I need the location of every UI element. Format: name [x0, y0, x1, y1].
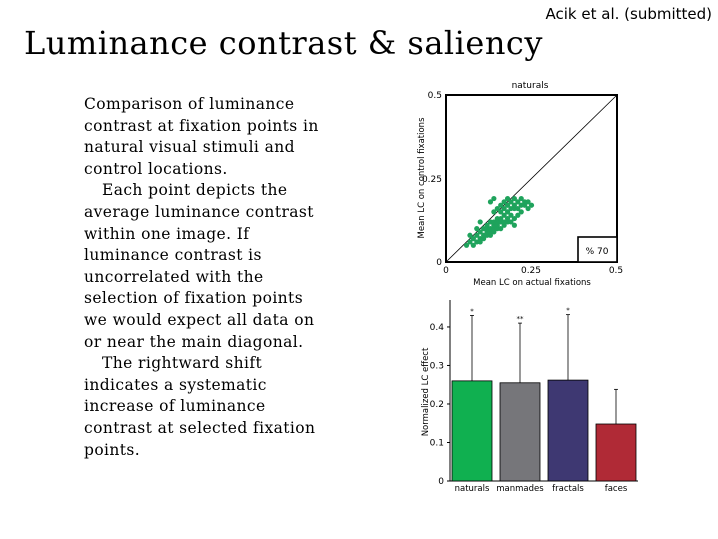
significance-manmades: ** — [516, 315, 524, 324]
bar-y-ticks — [430, 323, 450, 487]
bar-y-tick-label: 0.3 — [429, 361, 444, 372]
y-tick-0.25: 0.25 — [421, 175, 442, 185]
scatter-point — [478, 219, 483, 224]
category-label-faces: faces — [604, 484, 628, 494]
category-label-fractals: fractals — [552, 484, 584, 494]
scatter-point — [512, 196, 517, 201]
bar-naturals — [452, 381, 492, 481]
significance-naturals: * — [470, 307, 474, 316]
x-tick-0.25: 0.25 — [520, 266, 542, 276]
category-label-naturals: naturals — [454, 484, 490, 494]
citation: Acik et al. (submitted) — [545, 5, 712, 23]
scatter-y-label: Mean LC on control fixations — [417, 117, 427, 239]
bar-y-tick-label: 0 — [438, 477, 444, 487]
y-tick-0: 0 — [436, 258, 442, 268]
bar-manmades — [500, 383, 540, 481]
x-tick-0.5: 0.5 — [608, 266, 624, 276]
scatter-point — [519, 209, 524, 214]
significance-fractals: * — [566, 306, 570, 315]
bar-chart — [410, 295, 640, 500]
scatter-x-label: Mean LC on actual fixations — [473, 278, 591, 288]
bar-faces — [596, 424, 636, 481]
scatter-point — [474, 226, 479, 231]
x-tick-0: 0 — [443, 266, 449, 276]
bar-y-tick-label: 0.4 — [429, 322, 444, 333]
bar-y-tick-label: 0.2 — [429, 399, 444, 410]
scatter-point — [512, 223, 517, 228]
scatter-point — [467, 233, 472, 238]
bar-marks — [452, 307, 636, 494]
scatter-plot — [410, 78, 635, 293]
paragraph-2: Each point depicts the average luminance contrast within one image. If luminance contrast is uncorrelated with the selection of fixation points we would expect all data on or near the main diagonal. — [84, 181, 315, 351]
description-text — [84, 94, 324, 461]
scatter-title: naturals — [511, 81, 549, 91]
bar-y-tick-label: 0.1 — [429, 438, 444, 449]
scatter-point — [491, 196, 496, 201]
slide-title: Luminance contrast & saliency — [24, 24, 543, 62]
paragraph-1: Comparison of luminance contrast at fixation points in natural visual stimuli and control locations. — [84, 95, 319, 178]
scatter-points — [464, 196, 534, 248]
y-tick-0.5: 0.5 — [427, 91, 442, 101]
bar-fractals — [548, 380, 588, 481]
category-label-manmades: manmades — [496, 484, 544, 494]
scatter-point — [505, 196, 510, 201]
percent-annotation: % 70 — [585, 247, 609, 257]
paragraph-3: The rightward shift indicates a systematic increase of luminance contrast at selected fixation points. — [84, 354, 316, 459]
bar-y-label: Normalized LC effect — [421, 347, 431, 437]
scatter-point — [525, 206, 530, 211]
